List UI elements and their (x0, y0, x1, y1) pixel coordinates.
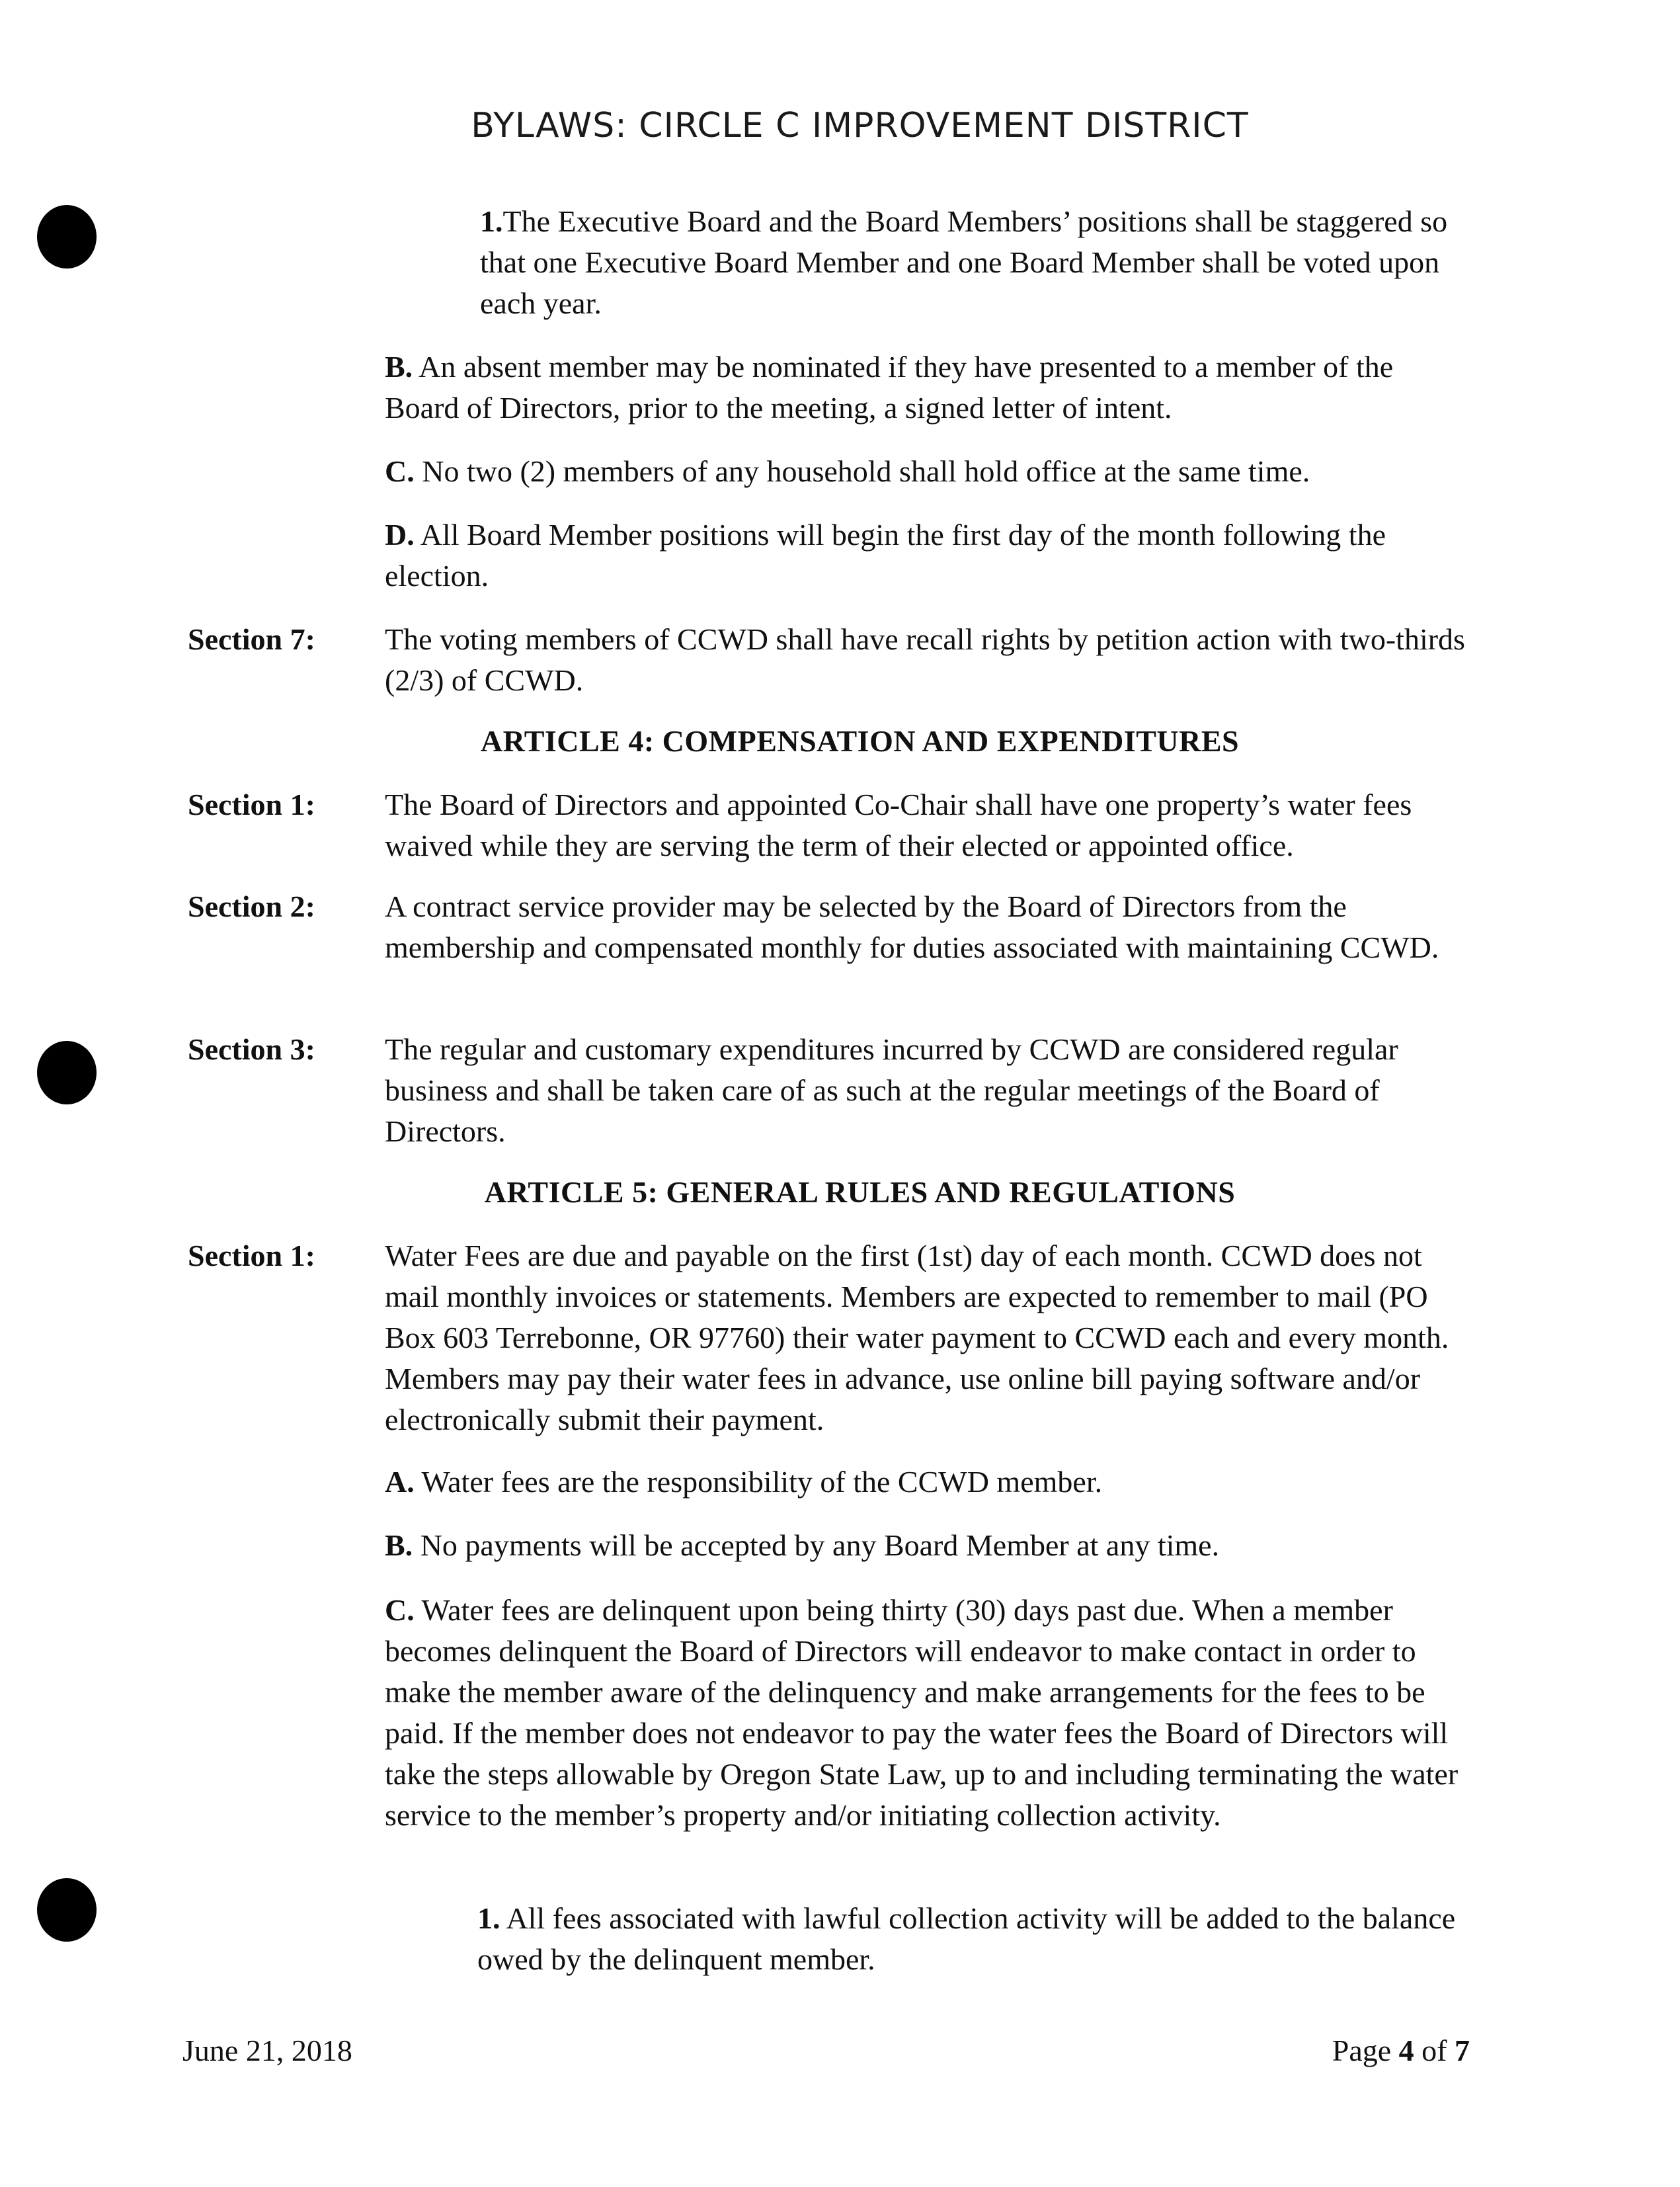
list-text: The Executive Board and the Board Members’ positions shall be staggered so that one Executive Board Member and one Board Member shall be voted upon each year. (480, 204, 1448, 320)
article-4-section-2-text: A contract service provider may be selected by the Board of Directors from the membership and compensated monthly for duties associated with maintaining CCWD. (385, 889, 1439, 964)
punch-hole-bottom (37, 1878, 97, 1942)
list-text: Water fees are the responsibility of the CCWD member. (414, 1465, 1103, 1499)
page-of: of (1414, 2034, 1455, 2067)
article-4-section-1-text: The Board of Directors and appointed Co-Chair shall have one property’s water fees waived while they are serving the term of their elected or appointed office. (385, 788, 1412, 862)
article-4-section-2-label: Section 2: (188, 889, 315, 923)
list-item-1 (480, 201, 1472, 324)
list-marker: 1. (477, 1901, 500, 1935)
list-marker: 1. (480, 204, 503, 238)
article-5-section-1-label: Section 1: (188, 1239, 315, 1272)
list-item-d (385, 515, 1482, 597)
list-item-b (385, 347, 1469, 429)
list-marker: B. (385, 1528, 413, 1562)
list-text: Water fees are delinquent upon being thirty (30) days past due. When a member becomes delinquent the Board of Directors will endeavor to make contact in order to make the member aware of the delinquency and make arrangements for the fees to be paid. If the member does not endeavor to pay the water fees the Board of Directors will take the steps allowable by Oregon State Law, up to and including terminating the water service to the member’s property and/or initiating collection activity. (385, 1593, 1459, 1832)
article-5-heading: ARTICLE 5: GENERAL RULES AND REGULATIONS (484, 1175, 1236, 1209)
punch-hole-middle (37, 1041, 97, 1104)
article-5-list-item-c1 (477, 1898, 1469, 1980)
article-5-list-item-c (385, 1590, 1469, 1836)
article-4-section-3-label: Section 3: (188, 1032, 315, 1066)
list-marker: A. (385, 1465, 415, 1499)
list-text: No two (2) members of any household shall hold office at the same time. (414, 454, 1310, 488)
section-7-label: Section 7: (188, 622, 315, 656)
article-4-section-3-text: The regular and customary expenditures incurred by CCWD are considered regular business and shall be taken care of as such at the regular meetings of the Board of Directors. (385, 1032, 1398, 1148)
list-item-c (385, 451, 1469, 492)
article-4-heading: ARTICLE 4: COMPENSATION AND EXPENDITURES (480, 724, 1240, 758)
list-text: All fees associated with lawful collection activity will be added to the balance owed by the delinquent member. (477, 1901, 1456, 1976)
list-marker: B. (385, 350, 413, 384)
section-7-text: The voting members of CCWD shall have recall rights by petition action with two-thirds (2/3) of CCWD. (385, 622, 1465, 697)
page-number (1332, 2030, 1470, 2071)
page-word: Page (1332, 2034, 1399, 2067)
article-4-section-1-label: Section 1: (188, 788, 315, 821)
punch-hole-top (37, 205, 97, 268)
page-total: 7 (1455, 2034, 1470, 2067)
article-5-list-item-b (385, 1525, 1469, 1566)
page-current: 4 (1398, 2034, 1414, 2067)
page-header: BYLAWS: CIRCLE C IMPROVEMENT DISTRICT (471, 106, 1249, 145)
footer-date: June 21, 2018 (182, 2034, 352, 2067)
list-marker: D. (385, 518, 415, 552)
list-marker: C. (385, 454, 415, 488)
list-text: All Board Member positions will begin the first day of the month following the election. (385, 518, 1386, 593)
list-text: An absent member may be nominated if they have presented to a member of the Board of Directors, prior to the meeting, a signed letter of intent. (385, 350, 1394, 425)
article-5-section-1-text: Water Fees are due and payable on the first (1st) day of each month. CCWD does not mail monthly invoices or statements. Members are expected to remember to mail (PO Box 603 Terrebonne, OR 97760) their water payment to CCWD each and every month. Members may pay their water fees in advance, use online bill paying software and/or electronically submit their payment. (385, 1239, 1449, 1436)
list-marker: C. (385, 1593, 415, 1627)
list-text: No payments will be accepted by any Board Member at any time. (413, 1528, 1220, 1562)
article-5-list-item-a (385, 1462, 1469, 1503)
